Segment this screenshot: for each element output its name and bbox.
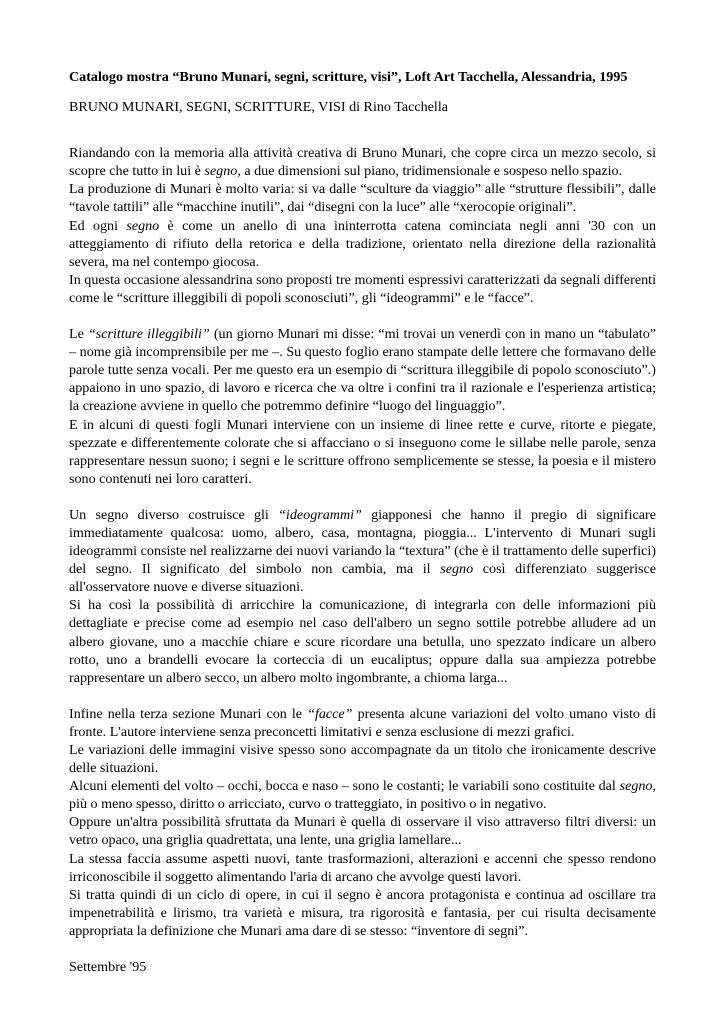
text-run: Si ha così la possibilità di arricchire la comunicazione, di integrarla con delle informazioni più dettagliate e precise come ad esempio nel caso dell'albero un segno sottile potrebbe alludere ad un albero giovane, uno a macchie chiare e scure ricordare una betulla, uno spezzato indicare un albero rotto, uno a brandelli evocare la corteccia di un eucaliptus; oppure dalla sua ampiezza potrebbe rappresentare un albero secco, un albero molto ingombrante, a chioma larga...: [69, 597, 656, 686]
italic-text-run: segno: [204, 163, 238, 180]
paragraph: [69, 886, 656, 940]
date-signoff: Settembre '95: [69, 959, 147, 976]
paragraph: [69, 325, 656, 415]
text-run: , a due dimensioni sul piano, tridimensionale e sospeso nello spazio.: [237, 163, 623, 180]
text-run: è come un anello di una ininterrotta catena cominciata negli anni '30 con un atteggiamento di rifiuto della retorica e della tradizione, orientato nella direzione della razionalità severa, ma nel contempo giocosa.: [69, 217, 656, 270]
text-run: Oppure un'altra possibilità sfruttata da Munari è quella di osservare il viso attraverso filtri diversi: un vetro opaco, una griglia quadrettata, una lente, una griglia lamellare...: [69, 814, 656, 849]
article-section: [69, 506, 656, 687]
text-run: La produzione di Munari è molto varia: si va dalle “sculture da viaggio” alle “strutture flessibili”, dalle “tavole tattili” alle “macchine inutili”, dai “disegni con la luce” alle “xerocopie originali”.: [69, 181, 656, 216]
text-run: Le variazioni delle immagini visive spesso sono accompagnate da un titolo che ironicamente descrive delle situazioni.: [69, 742, 656, 777]
paragraph: [69, 850, 656, 886]
article-section: [69, 705, 656, 940]
paragraph: [69, 741, 656, 777]
paragraph: [69, 271, 656, 307]
paragraph: [69, 777, 656, 813]
text-run: E in alcuni di questi fogli Munari interviene con un insieme di linee rette e curve, ritorte e piegate, spezzate e differentemente colorate che si affacciano o si inseguono come le sillabe nelle parole, senza rappresentare nessun suono; i segni e le scritture offrono semplicemente se stesse, la poesia e il mistero sono contenuti nei loro caratteri.: [69, 416, 656, 487]
text-run: Si tratta quindi di un ciclo di opere, in cui il segno è ancora protagonista e continua ad oscillare tra impenetrabilità e lirismo, tra varietà e misura, tra rigorosità e fantasia, per cui risulta decisamente appropriata la definizione che Munari ama dare di se stesso: “inventore di segni”.: [69, 886, 656, 939]
text-run: presenta alcune variazioni del volto umano visto di fronte. L'autore interviene senza preconcetti limitativi e senza esclusione di mezzi grafici.: [69, 705, 656, 740]
italic-text-run: segno: [126, 217, 160, 234]
text-run: giapponesi che hanno il pregio di significare immediatamente qualcosa: uomo, albero, casa, montagna, pioggia... L'intervento di Munari sugli ideogrammi consiste nel realizzarne dei nuovi variando la “textura” (che è il trattamento delle superfici) del segno. Il significato del simbolo non cambia, ma il: [69, 506, 656, 578]
italic-text-run: segno: [619, 778, 653, 795]
paragraph: [69, 813, 656, 849]
paragraph: [69, 217, 656, 271]
italic-text-run: segno: [440, 561, 474, 578]
paragraph: [69, 705, 656, 741]
italic-text-run: “scritture illeggibili”: [87, 326, 210, 343]
text-run: così differenziato suggerisce all'osservatore nuove e diverse situazioni.: [69, 561, 656, 596]
text-run: , più o meno spesso, diritto o arricciato, curvo o tratteggiato, in positivo o in negativo.: [69, 778, 656, 813]
article-section: [69, 325, 656, 488]
article-body: [69, 144, 656, 940]
text-run: In questa occasione alessandrina sono proposti tre momenti espressivi caratterizzati da segnali differenti come le “scritture illeggibili di popoli sconosciuti”, gli “ideogrammi” e le “facce”.: [69, 271, 656, 306]
paragraph: [69, 180, 656, 216]
text-run: (un giorno Munari mi disse: “mi trovai un venerdì con in mano un “tabulato” – nome già incomprensibile per me –. Su questo foglio erano stampate delle lettere che formavano delle parole tutte senza vocali. Per me questo era un esempio di “scrittura illeggibile di popolo sconosciuto”.) appaiono in uno spazio, di lavoro e ricerca che va oltre i confini tra il razionale e l'esperienza artistica; la creazione avviene in quello che potremmo definire “luogo del linguaggio”.: [69, 326, 656, 415]
text-run: La stessa faccia assume aspetti nuovi, tante trasformazioni, alterazioni e accenni che spesso rendono irriconoscibile il soggetto alimentando l'aria di arcano che avvolge questi lavori.: [69, 850, 656, 885]
paragraph: [69, 506, 656, 596]
text-run: Un segno diverso costruisce gli: [69, 506, 279, 523]
text-run: Ed ogni: [69, 217, 127, 234]
text-run: Infine nella terza sezione Munari con le: [69, 705, 308, 722]
article-title: BRUNO MUNARI, SEGNI, SCRITTURE, VISI di Rino Tacchella: [69, 99, 449, 116]
italic-text-run: “facce”: [307, 705, 353, 722]
article-section: [69, 144, 656, 307]
text-run: Le: [69, 326, 88, 343]
paragraph: [69, 144, 656, 180]
italic-text-run: “ideogrammi”: [278, 506, 362, 523]
paragraph: [69, 596, 656, 686]
paragraph: [69, 416, 656, 488]
text-run: Riandando con la memoria alla attività creativa di Bruno Munari, che copre circa un mezzo secolo, si scopre che tutto in lui è: [69, 145, 656, 180]
document-heading: Catalogo mostra “Bruno Munari, segni, scritture, visi”, Loft Art Tacchella, Alessandria, 1995: [69, 69, 628, 85]
text-run: Alcuni elementi del volto – occhi, bocca e naso – sono le costanti; le variabili sono costituite dal: [69, 778, 620, 795]
